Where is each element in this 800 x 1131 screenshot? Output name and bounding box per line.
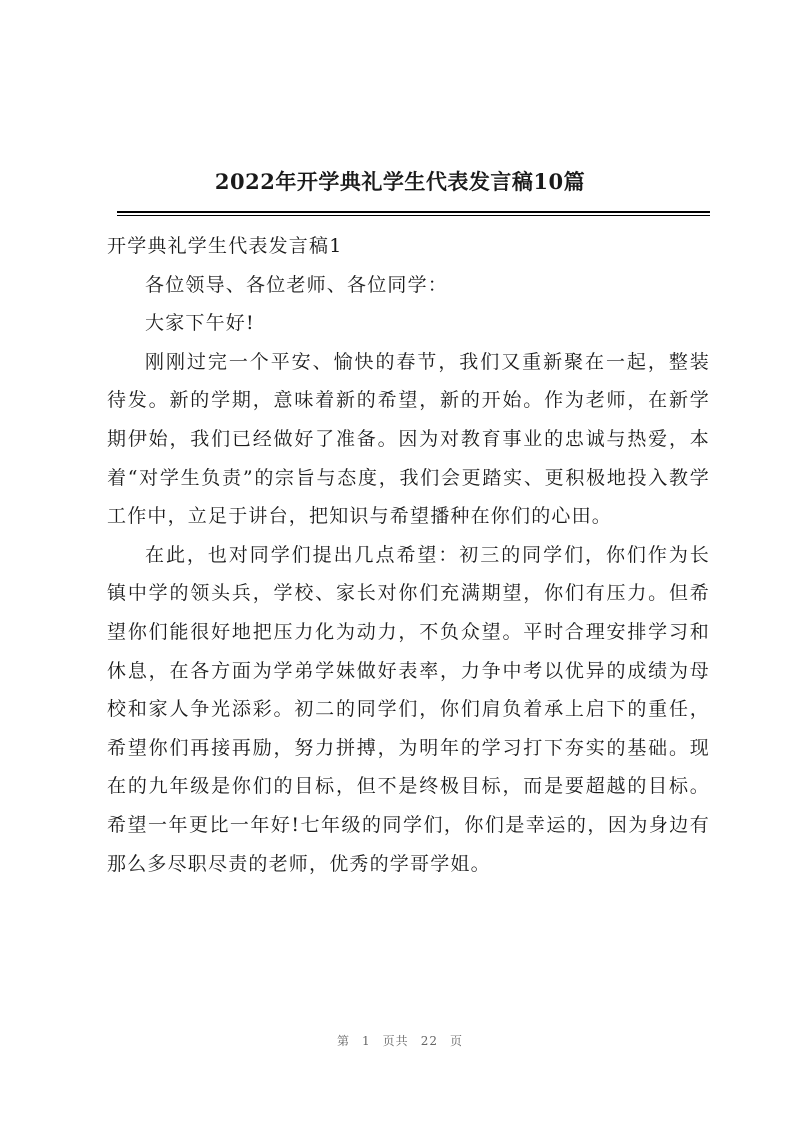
document-body [107,227,710,883]
body-paragraph: 在此，也对同学们提出几点希望：初三的同学们，你们作为长镇中学的领头兵，学校、家长对你们充满期望，你们有压力。但希望你们能很好地把压力化为动力，不负众望。平时合理安排学习和休息，在各方面为学弟学妹做好表率，力争中考以优异的成绩为母校和家人争光添彩。初二的同学们，你们肩负着承上启下的重任，希望你们再接再励，努力拼搏，为明年的学习打下夯实的基础。现在的九年级是你们的目标，但不是终极目标，而是要超越的目标。希望一年更比一年好!七年级的同学们，你们是幸运的，因为身边有那么多尽职尽责的老师，优秀的学哥学姐。 [107,543,710,875]
footer-suffix: 页 [449,1034,463,1048]
footer-prefix: 第 [337,1034,351,1048]
title-underline-thin [117,215,710,216]
section-heading: 开学典礼学生代表发言稿1 [107,235,343,257]
page-footer [0,1032,800,1049]
page-number: 1 [362,1034,371,1048]
document-title: 2022年开学典礼学生代表发言稿10篇 [214,169,586,194]
body-paragraph: 刚刚过完一个平安、愉快的春节，我们又重新聚在一起，整装待发。新的学期，意味着新的希望，新的开始。作为老师，在新学期伊始，我们已经做好了准备。因为对教育事业的忠诚与热爱，本着“对学生负责”的宗旨与态度，我们会更踏实、更积极地投入教学工作中，立足于讲台，把知识与希望播种在你们的心田。 [107,350,710,528]
salutation-paragraph: 大家下午好! [145,312,255,335]
greeting-paragraph: 各位领导、各位老师、各位同学： [145,273,449,296]
footer-middle: 页共 [382,1034,409,1048]
total-pages: 22 [420,1034,438,1048]
title-underline-thick [117,211,710,213]
